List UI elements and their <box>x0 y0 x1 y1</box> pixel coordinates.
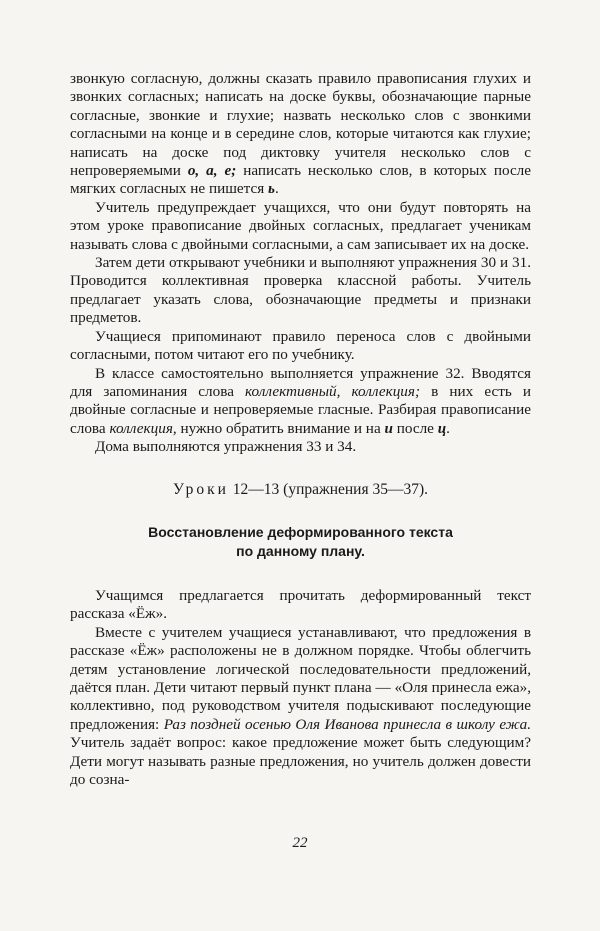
text-run: Учитель задаёт вопрос: какое предложение может быть следующим? Дети могут называть разные предложения, но учитель должен довести до созна- <box>70 734 531 788</box>
italic-words: коллекция, <box>109 419 177 437</box>
text-run: написать несколько слов, в которых после мягких согласных не пишется <box>70 162 532 198</box>
paragraph-8 <box>70 624 531 790</box>
text-run: Учитель предупреждает учащихся, что они будут повторять на этом уроке правописание двойных согласных, предлагает ученикам называть слова с двойными согласными, а сам записывает их на доске. <box>70 198 531 253</box>
text-run: в них есть и двойные согласные и непроверяемые гласные. Разбирая правописание слова <box>70 382 531 437</box>
section-title-line-1: Восстановление деформированного текста <box>148 523 453 540</box>
page-number: 22 <box>292 835 308 851</box>
paragraph-2 <box>70 199 531 254</box>
text-run: звонкую согласную, должны сказать правило правописания глухих и звонких согласных; написать на доске буквы, обозначающие парные согласные, звонкие и глухие; назвать несколько слов с звонкими согласными на конце и в середине слов, которые читаются как глухие; написать на доске под диктовку учителя несколько слов с непроверяемыми <box>70 70 531 180</box>
paragraph-1 <box>70 70 531 199</box>
text-run: нужно обратить внимание и на <box>176 419 385 437</box>
text-run: Затем дети открывают учебники и выполняют упражнения 30 и 31. Проводится коллективная проверка классной работы. Учитель предлагает указать слова, обозначающие предметы и признаки предметов. <box>70 254 531 327</box>
text-run: Дома выполняются упражнения 33 и 34. <box>95 438 357 456</box>
text-run: . <box>446 419 450 437</box>
text-run: Учащимся предлагается прочитать деформированный текст рассказа «Ёж». <box>70 586 531 623</box>
emphasis-letters: о, а, <box>187 162 218 180</box>
paragraph-3 <box>70 254 531 328</box>
text-run: . <box>274 180 279 198</box>
body-text <box>70 70 531 789</box>
italic-quote: Раз поздней осенью Оля Иванова принесла в школу ежа. <box>163 715 531 733</box>
emphasis-letters: ц <box>437 419 447 437</box>
section-title-line-2: по данному плану. <box>236 542 365 559</box>
text-run: В классе самостоятельно выполняется упражнение 32. Вводятся для запоминания слова <box>70 364 531 400</box>
text-run: после <box>392 419 438 437</box>
emphasis-letters: е; <box>224 162 237 180</box>
emphasis-letters: и <box>384 419 393 437</box>
paragraph-5 <box>70 365 531 439</box>
text-run: Учащиеся припоминают правило переноса слов с двойными согласными, потом читают его по учебнику. <box>70 327 531 364</box>
text-run: Вместе с учителем учащиеся устанавливают, что предложения в рассказе «Ёж» расположены не в должном порядке. Чтобы облегчить детям установление логической последовательности предложений, даётся план. Дети читают первый пункт плана — «Оля принесла ежа», коллективно, под руководством учителя подыскивают последующие предложения: <box>70 623 531 733</box>
lesson-range: 12—13 (упражнения 35—37). <box>232 480 429 498</box>
lesson-heading <box>70 481 531 499</box>
emphasis-letters: ь <box>268 180 275 198</box>
italic-words: коллективный, коллекция; <box>245 382 421 400</box>
paragraph-4 <box>70 328 531 365</box>
paragraph-6 <box>70 438 531 456</box>
section-title <box>70 523 531 561</box>
paragraph-7 <box>70 587 531 624</box>
lesson-label: Уроки <box>172 480 229 498</box>
